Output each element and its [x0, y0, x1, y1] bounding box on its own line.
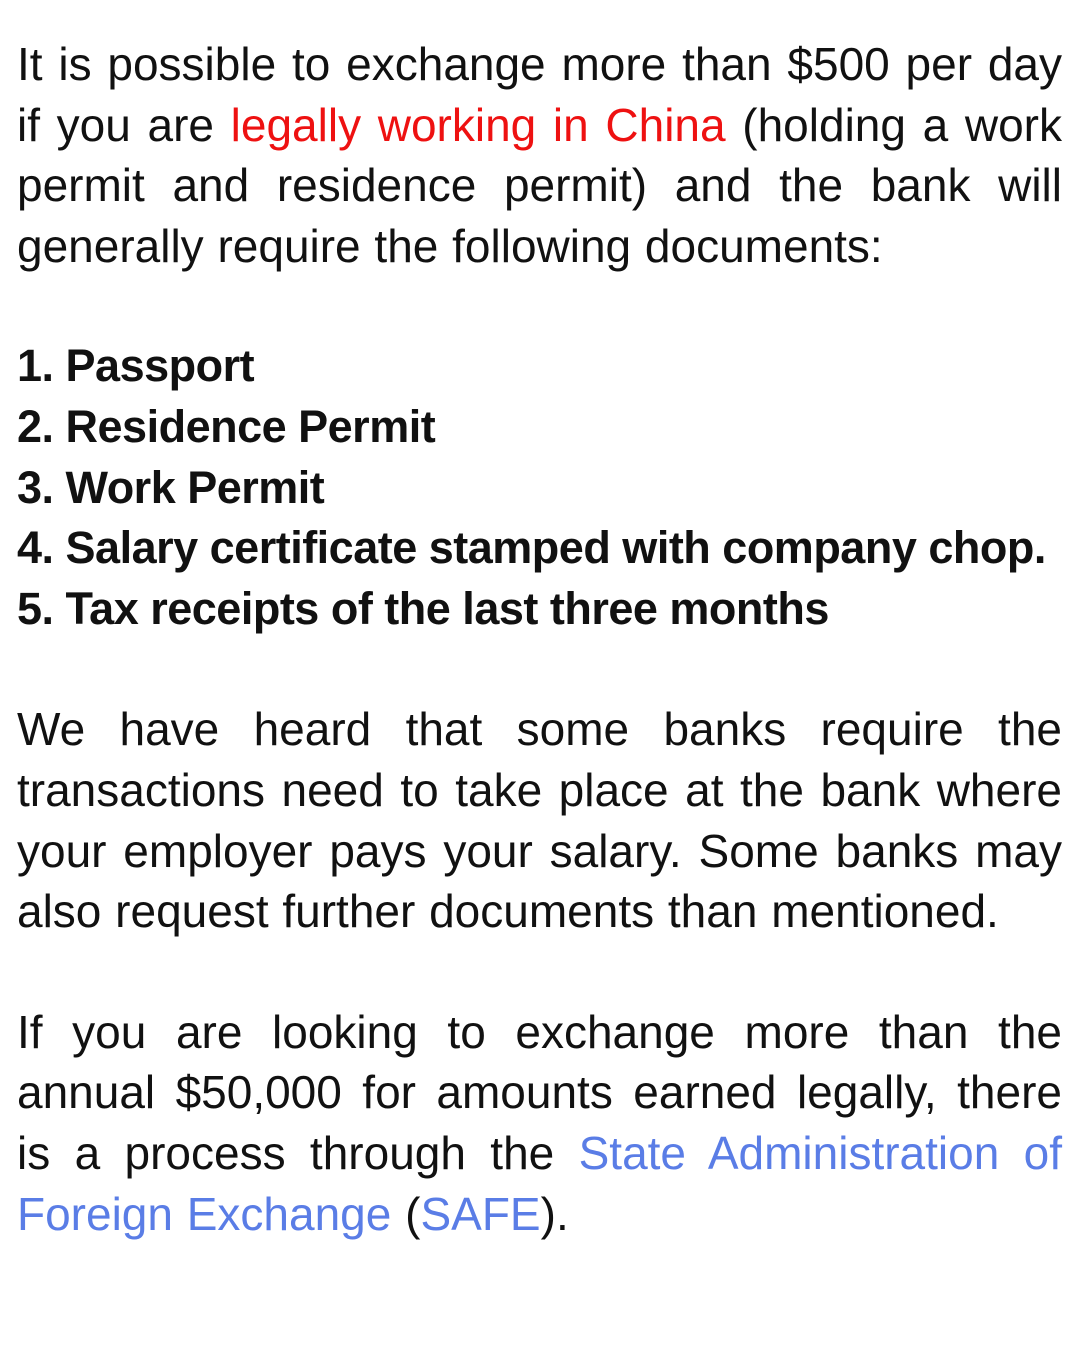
intro-text-before: It is possible to exchange more than $500 per day if you are	[17, 38, 1062, 151]
document-item-passport: 1. Passport	[17, 340, 255, 392]
safe-full-name-link[interactable]: State Administration of Foreign Exchange	[17, 1126, 1063, 1240]
document-item-work-permit: 3. Work Permit	[17, 461, 325, 513]
document-item-tax-receipts: 5. Tax receipts of the last three months	[17, 582, 829, 634]
required-documents-list	[17, 336, 1062, 639]
safe-paragraph	[17, 1002, 1062, 1244]
article-body	[17, 34, 1062, 1244]
safe-text-after: ).	[540, 1187, 569, 1240]
banks-paragraph: We have heard that some banks require the transactions need to take place at the bank where your employer pays your salary. Some banks may also request further documents than mentioned.	[17, 703, 1062, 938]
safe-abbr-link[interactable]: SAFE	[420, 1187, 541, 1240]
intro-text-after: (holding a work permit and residence permit) and the bank will generally require the following documents:	[17, 98, 1063, 272]
document-item-residence-permit: 2. Residence Permit	[17, 400, 436, 452]
legally-working-highlight: legally working in China	[230, 98, 726, 151]
safe-text-middle: (	[391, 1187, 421, 1240]
safe-text-before: If you are looking to exchange more than the annual $50,000 for amounts earned legally, there is a process through the	[17, 1005, 1062, 1179]
document-item-salary-certificate: 4. Salary certificate stamped with company chop.	[17, 522, 1046, 574]
intro-paragraph	[17, 34, 1062, 276]
